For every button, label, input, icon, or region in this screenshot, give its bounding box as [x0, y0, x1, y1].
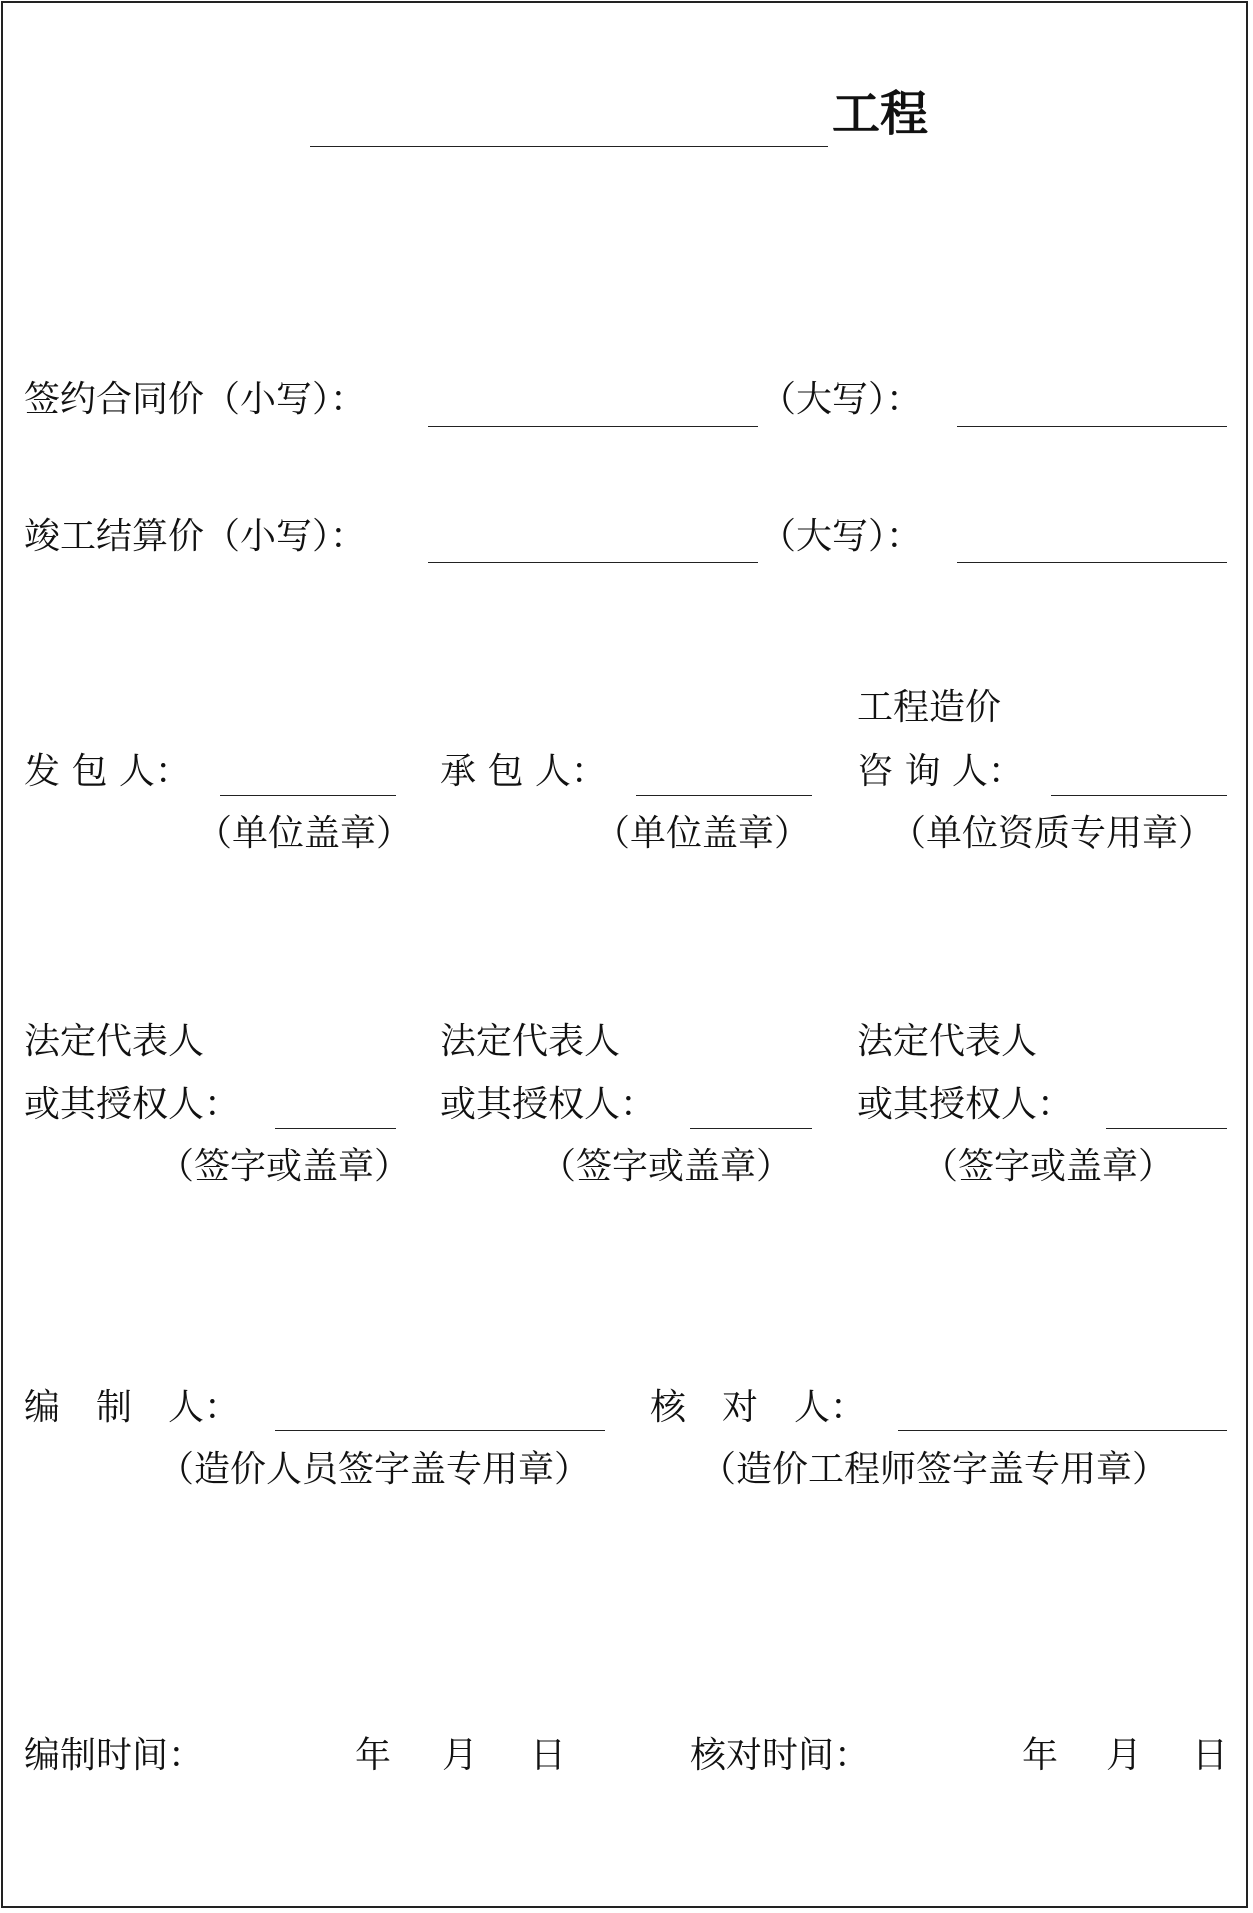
contractor-label: 承 包 人：	[440, 751, 607, 792]
settlement-price-upper-label: （大写）：	[760, 516, 923, 557]
compile-month: 月	[442, 1735, 479, 1776]
employer-blank[interactable]	[220, 795, 396, 796]
contractor-blank[interactable]	[636, 795, 812, 796]
check-month: 月	[1106, 1735, 1143, 1776]
consultant-label-line1: 工程造价	[857, 687, 1002, 728]
checker-label: 核 对 人：	[650, 1387, 867, 1428]
contract-price-lower-label: 签约合同价（小写）：	[24, 379, 367, 420]
consultant-label: 咨 询 人：	[857, 751, 1024, 792]
compiler-note: （造价人员签字盖专用章）	[158, 1449, 591, 1490]
compile-year: 年	[355, 1735, 392, 1776]
compile-day: 日	[530, 1735, 567, 1776]
employer-label: 发 包 人：	[24, 751, 191, 792]
contractor-legal-line1: 法定代表人	[440, 1021, 621, 1062]
consultant-seal-note: （单位资质专用章）	[890, 813, 1215, 854]
contract-price-lower-blank[interactable]	[428, 426, 758, 427]
settlement-price-lower-label: 竣工结算价（小写）：	[24, 516, 367, 557]
contractor-legal-note: （签字或盖章）	[540, 1146, 793, 1187]
employer-legal-note: （签字或盖章）	[158, 1146, 411, 1187]
check-time-label: 核对时间：	[690, 1735, 871, 1776]
compiler-label: 编 制 人：	[24, 1387, 241, 1428]
contractor-legal-line2: 或其授权人：	[440, 1084, 657, 1125]
compiler-blank[interactable]	[275, 1430, 605, 1431]
contractor-seal-note: （单位盖章）	[594, 813, 811, 854]
checker-note: （造价工程师签字盖专用章）	[700, 1449, 1169, 1490]
check-year: 年	[1022, 1735, 1059, 1776]
consultant-legal-note: （签字或盖章）	[922, 1146, 1175, 1187]
contractor-legal-blank[interactable]	[690, 1128, 812, 1129]
contract-price-upper-label: （大写）：	[760, 379, 923, 420]
page-border	[1, 1, 1248, 1908]
employer-legal-line1: 法定代表人	[24, 1021, 205, 1062]
contract-price-upper-blank[interactable]	[957, 426, 1227, 427]
consultant-blank[interactable]	[1051, 795, 1227, 796]
check-day: 日	[1192, 1735, 1229, 1776]
settlement-price-lower-blank[interactable]	[428, 562, 758, 563]
employer-legal-blank[interactable]	[275, 1128, 396, 1129]
employer-legal-line2: 或其授权人：	[24, 1084, 241, 1125]
consultant-legal-line2: 或其授权人：	[857, 1084, 1074, 1125]
project-name-blank[interactable]	[310, 146, 828, 147]
consultant-legal-blank[interactable]	[1106, 1128, 1227, 1129]
employer-seal-note: （单位盖章）	[196, 813, 413, 854]
consultant-legal-line1: 法定代表人	[857, 1021, 1038, 1062]
compile-time-label: 编制时间：	[24, 1735, 205, 1776]
page-title: 工程	[832, 86, 929, 142]
settlement-price-upper-blank[interactable]	[957, 562, 1227, 563]
checker-blank[interactable]	[898, 1430, 1227, 1431]
